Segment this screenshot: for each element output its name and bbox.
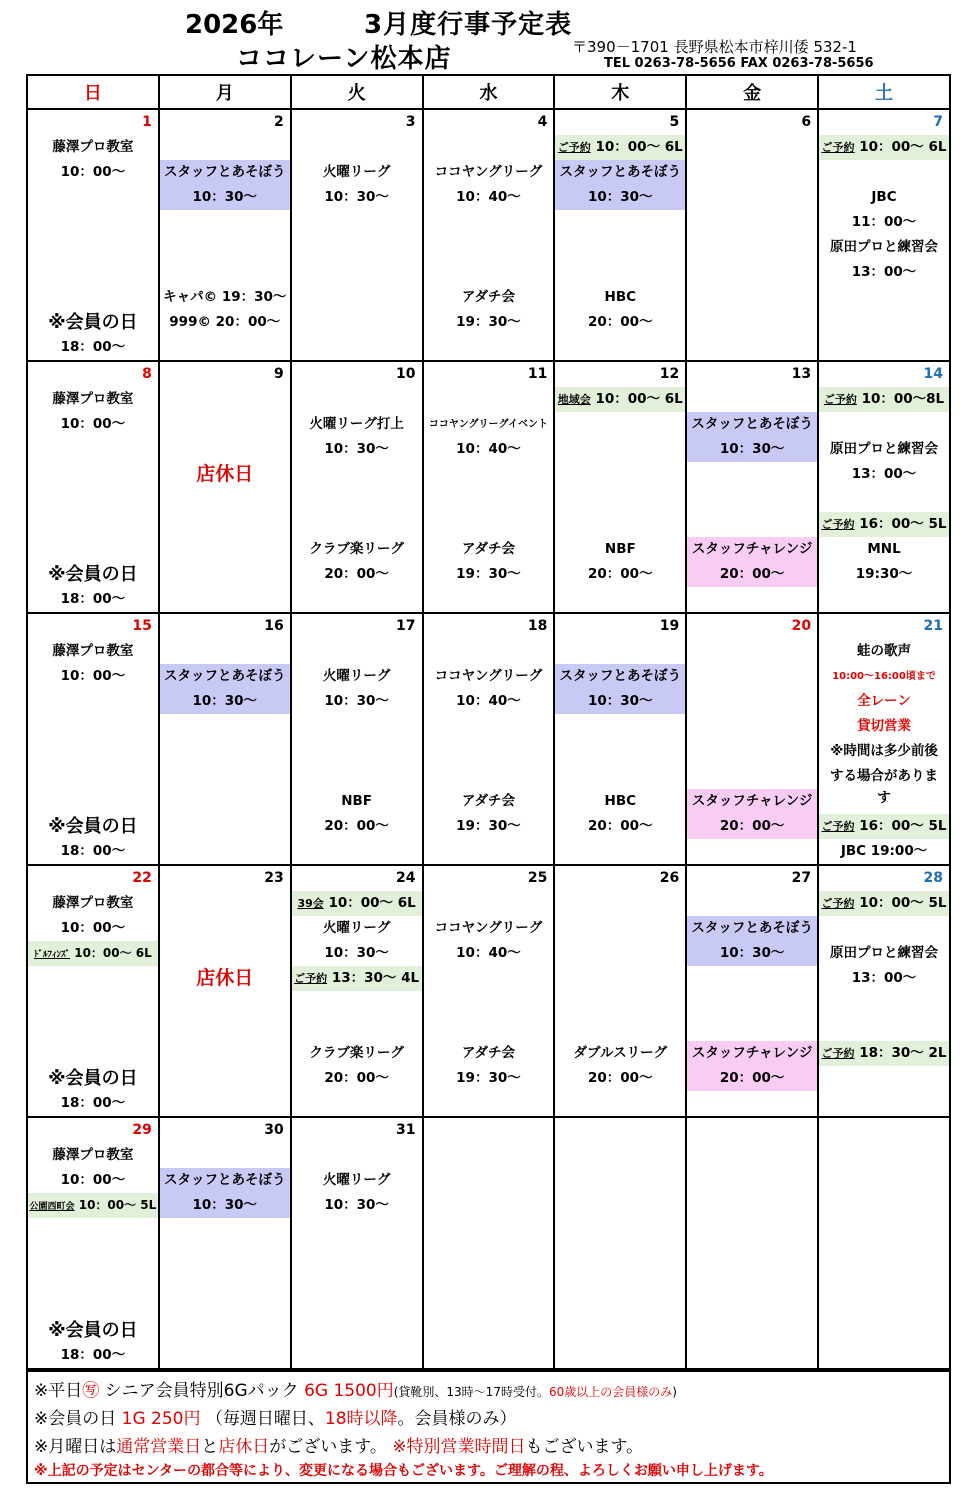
toku-mark: ㊢ [82,1381,100,1401]
reservation-label: 公園西町会 [29,1202,75,1212]
weekday-thu: 木 [554,75,686,109]
event-club-raku: クラブ楽リーグ [309,541,404,557]
event-tue-league: 火曜リーグ [322,668,391,684]
day-number: 11 [527,366,548,382]
weekday-mon: 月 [159,75,291,109]
event-adachi: アダチ会 [461,793,515,809]
note-text: （毎週日曜日、 [205,1409,325,1429]
day-number: 26 [659,870,680,886]
event-time: 10：40～ [456,441,521,457]
day-number: 19 [659,618,680,634]
event-fujisawa: 藤澤プロ教室 [52,1147,134,1163]
event-staff-play: スタッフとあそぼう [160,664,290,689]
event-nbf: NBF [604,541,636,557]
day-cell-22[interactable] [27,865,159,1117]
event-fujisawa: 藤澤プロ教室 [52,139,134,155]
event-time: 10：00～ [60,416,126,432]
event-time: 10：30～ [160,1193,290,1218]
event-fujisawa: 藤澤プロ教室 [52,391,134,407]
reservation-time: 10：00～ 6L [595,391,683,407]
event-kaeru: 蛙の歌声 [857,643,912,659]
event-staff-play: スタッフとあそぼう [160,1168,290,1193]
day-cell-4[interactable] [423,109,555,361]
event-time: 10：30～ [324,1197,389,1213]
store-name: ココレーン松本店 [236,44,452,74]
note-price: 1G 250円 [121,1409,201,1429]
event-reservation [819,891,949,916]
event-nbf: NBF [341,793,373,809]
event-time: 10：00～ [60,920,126,936]
event-time: 20：00～ [588,314,653,330]
event-tue-league: 火曜リーグ [322,164,391,180]
event-time: 10：30～ [555,185,685,210]
event-staff-challenge: スタッフチャレンジ [687,1041,817,1066]
event-caba: キャパ© 19：30～ [163,289,287,305]
event-time: 20：00～ [687,814,817,839]
event-time: 20：00～ [324,566,389,582]
event-time: 20：00～ [588,566,653,582]
event-member-day: ※会員の日 [48,816,138,837]
day-cell-17[interactable] [291,613,423,865]
day-cell-14[interactable] [818,361,950,613]
reservation-time: 10：00～ 6L [74,946,152,960]
day-cell-28[interactable] [818,865,950,1117]
event-reservation [819,814,949,839]
event-reservation [292,966,422,991]
note-text: もございます。 [525,1437,644,1457]
event-adachi: アダチ会 [461,541,515,557]
note-text: シニア会員特別6Gパック [104,1381,299,1401]
store-address: 〒390－1701 長野県松本市梓川倭 532-1 [572,38,857,56]
event-time: 10：40～ [456,189,521,205]
note-text: 店休日 [218,1437,270,1457]
event-tue-league: 火曜リーグ [322,920,391,936]
event-staff-play: スタッフとあそぼう [687,916,817,941]
note-text: (貸靴別、13時～17時受付。 [393,1385,549,1399]
event-reservation [819,1041,949,1066]
day-number: 2 [273,114,284,130]
reservation-label: ﾄﾞﾙﾌｨﾝｽﾞ [34,950,71,960]
weekday-sun: 日 [27,75,159,109]
event-time: 10：40～ [456,693,521,709]
day-cell-21[interactable] [818,613,950,865]
event-time: 20：00～ [324,818,389,834]
day-cell-6[interactable] [686,109,818,361]
event-coco-young: ココヤングリーグ [434,668,543,684]
closed-day-label: 店休日 [196,967,254,989]
note-text: ※平日 [34,1381,83,1401]
event-time: 10:00～16:00頃まで [832,671,936,682]
day-cell-3[interactable] [291,109,423,361]
day-number: 28 [923,870,943,886]
event-tue-league: 火曜リーグ [322,1172,391,1188]
note-monday [34,1432,643,1457]
event-staff-play: スタッフとあそぼう [555,160,685,185]
week-row [27,613,950,865]
day-number: 24 [396,870,416,886]
day-number: 7 [933,114,943,130]
day-cell-5[interactable] [554,109,686,361]
event-member-day: ※会員の日 [48,1068,138,1089]
day-number: 15 [132,618,152,634]
day-number: 13 [791,366,812,382]
event-harada: 原田プロと練習会 [830,441,939,457]
event-time: 20：00～ [324,1070,389,1086]
event-reservation [819,387,949,412]
day-cell-19[interactable] [554,613,686,865]
note-member-day [34,1404,517,1429]
event-time: 18：00～ [60,1347,126,1363]
note-senior-pack [34,1376,677,1401]
event-note: する場合がありま [830,768,939,784]
event-time: 18：00～ [60,591,126,607]
empty-cell [554,1117,686,1369]
day-cell-26[interactable] [554,865,686,1117]
event-reservation [819,512,949,537]
event-time: 10：00～ [60,668,126,684]
event-koen [28,1193,158,1218]
day-number: 14 [923,366,943,382]
event-staff-challenge: スタッフチャレンジ [687,789,817,814]
event-club-raku: クラブ楽リーグ [309,1045,404,1061]
day-number: 6 [801,114,812,130]
day-cell-15[interactable] [27,613,159,865]
day-cell-1[interactable] [27,109,159,361]
day-number: 27 [791,870,812,886]
event-time: 18：00～ [60,339,126,355]
day-cell-31[interactable] [291,1117,423,1369]
weekday-fri: 金 [686,75,818,109]
day-number: 3 [405,114,416,130]
event-note: ※時間は多少前後 [830,743,938,759]
day-cell-29[interactable] [27,1117,159,1369]
event-time: 10：00～ [60,164,126,180]
day-number: 17 [396,618,416,634]
event-hbc: HBC [604,289,637,305]
note-text: がございます。 [269,1437,387,1457]
note-text: ※月曜日は [34,1437,117,1457]
store-phone: TEL 0263-78-5656 FAX 0263-78-5656 [604,56,874,71]
reservation-time: 10：00～ 6L [859,139,947,155]
reservation-time: 13：30～ 4L [331,970,420,986]
note-text: ) [672,1385,677,1399]
event-staff-challenge: スタッフチャレンジ [687,537,817,562]
event-jbc: JBC [871,189,897,205]
footer-notes [26,1370,951,1484]
event-time: 20：00～ [687,1066,817,1091]
event-time: 13：00～ [851,466,917,482]
event-doubles: ダブルスリーグ [573,1045,668,1061]
day-cell-27[interactable] [686,865,818,1117]
event-coco-young-event: ココヤングリーグイベント [428,419,549,430]
week-row [27,361,950,613]
event-staff-play: スタッフとあそぼう [687,412,817,437]
event-time: 10：30～ [160,689,290,714]
empty-cell [686,1117,818,1369]
event-hbc: HBC [604,793,637,809]
week-row [27,865,950,1117]
event-fujisawa: 藤澤プロ教室 [52,895,134,911]
event-coco-young: ココヤングリーグ [434,920,543,936]
day-cell-24[interactable] [291,865,423,1117]
event-39kai [292,891,422,916]
week-row [27,109,950,361]
note-price: 6G 1500円 [304,1381,394,1401]
reservation-label: ご予約 [821,897,855,910]
note-disclaimer: ※上記の予定はセンターの都合等により、変更になる場合もございます。ご理解の程、よろしくお願い申し上げます。 [34,1463,773,1479]
event-harada: 原田プロと練習会 [830,945,939,961]
event-time: 13：00～ [851,264,917,280]
event-time: 20：00～ [687,562,817,587]
reservation-time: 16：00～ 5L [859,818,947,834]
day-number: 18 [527,618,548,634]
event-adachi: アダチ会 [461,289,515,305]
day-number: 30 [264,1122,284,1138]
day-cell-13[interactable] [686,361,818,613]
reservation-label: ご予約 [823,393,857,406]
event-time: 10：40～ [456,945,521,961]
reservation-label: 地域会 [557,393,591,406]
event-time: 19：30～ [456,314,521,330]
reservation-time: 10：00～ 6L [328,895,416,911]
day-cell-25[interactable] [423,865,555,1117]
week-row [27,1117,950,1369]
reservation-label: ご予約 [821,820,855,833]
event-time: 13：00～ [851,970,917,986]
event-time: 18：00～ [60,843,126,859]
note-text: と [201,1437,219,1457]
empty-cell [818,1117,950,1369]
event-all-lanes: 全レーン [857,693,911,709]
calendar-table [26,74,951,1370]
reservation-label: ご予約 [821,1047,855,1060]
reservation-label: ご予約 [294,972,328,985]
day-cell-12[interactable] [554,361,686,613]
event-time: 11：00～ [851,214,917,230]
event-member-day: ※会員の日 [48,1320,138,1341]
day-cell-18[interactable] [423,613,555,865]
event-time: 10：30～ [324,441,389,457]
reservation-time: 10：00～8L [861,391,945,407]
event-time: 10：30～ [160,185,290,210]
empty-cell [423,1117,555,1369]
note-text: 18時以降 [324,1409,398,1429]
day-number: 25 [527,870,548,886]
day-cell-2[interactable] [159,109,291,361]
event-time: 20：00～ [588,818,653,834]
event-time: 10：30～ [324,945,389,961]
day-number: 8 [142,366,152,382]
header-year: 2026年 [185,10,284,40]
note-text: ※会員の日 [34,1409,117,1429]
event-jbc: JBC 19:00～ [840,843,928,859]
page-title: 3月度行事予定表 [364,10,573,40]
day-cell-11[interactable] [423,361,555,613]
reservation-time: 10：00～ 5L [859,895,947,911]
day-cell-7[interactable] [818,109,950,361]
event-adachi: アダチ会 [461,1045,515,1061]
event-chiikikai [555,387,685,412]
day-number: 1 [142,114,152,130]
event-time: 18：00～ [60,1095,126,1111]
event-time: 19:30～ [855,566,913,582]
reservation-time: 10：00～ 5L [78,1198,157,1212]
event-mnl: MNL [867,541,901,557]
note-text: 。会員様のみ） [397,1409,517,1429]
day-cell-30[interactable] [159,1117,291,1369]
day-number: 5 [669,114,680,130]
event-999: 999© 20：00～ [169,314,281,330]
event-time: 20：00～ [588,1070,653,1086]
day-cell-20[interactable] [686,613,818,865]
event-time: 10：30～ [324,693,389,709]
event-harada: 原田プロと練習会 [830,239,939,255]
day-cell-16[interactable] [159,613,291,865]
event-time: 19：30～ [456,818,521,834]
event-time: 19：30～ [456,1070,521,1086]
weekday-sat: 土 [818,75,950,109]
event-staff-play: スタッフとあそぼう [555,664,685,689]
day-cell-23[interactable] [159,865,291,1117]
day-number: 21 [923,618,943,634]
reservation-label: ご予約 [821,141,855,154]
event-time: 10：00～ [60,1172,126,1188]
note-text: ※特別営業時間日 [392,1437,526,1457]
event-time: 19：30～ [456,566,521,582]
event-time: 10：30～ [687,437,817,462]
event-time: 10：30～ [324,189,389,205]
day-number: 29 [132,1122,152,1138]
weekday-wed: 水 [423,75,555,109]
reservation-label: 39会 [297,897,324,910]
reservation-time: 10：00～ 6L [595,139,683,155]
closed-day-label: 店休日 [196,463,254,485]
reservation-label: ご予約 [557,141,591,154]
day-number: 23 [264,870,284,886]
day-number: 10 [396,366,416,382]
event-reservation [555,135,685,160]
reservation-label: ご予約 [821,518,855,531]
day-number: 20 [791,618,812,634]
event-dolphins [28,941,158,966]
note-text: 60歳以上の会員様のみ [548,1385,673,1399]
reservation-time: 18：30～ 2L [859,1045,947,1061]
event-staff-play: スタッフとあそぼう [160,160,290,185]
event-coco-young: ココヤングリーグ [434,164,543,180]
event-reservation [819,135,949,160]
event-member-day: ※会員の日 [48,312,138,333]
day-cell-9[interactable] [159,361,291,613]
day-cell-10[interactable] [291,361,423,613]
note-text: 通常営業日 [116,1437,202,1457]
event-fujisawa: 藤澤プロ教室 [52,643,134,659]
day-number: 16 [264,618,284,634]
event-note: す [877,790,891,806]
event-time: 10：30～ [555,689,685,714]
weekday-tue: 火 [291,75,423,109]
day-number: 31 [396,1122,416,1138]
day-cell-8[interactable] [27,361,159,613]
event-time: 10：30～ [687,941,817,966]
event-member-day: ※会員の日 [48,564,138,585]
day-number: 22 [132,870,152,886]
event-private: 貸切営業 [857,718,912,734]
event-tue-league-party: 火曜リーグ打上 [309,416,404,432]
day-number: 12 [659,366,680,382]
reservation-time: 16：00～ 5L [859,516,947,532]
weekday-header-row [27,75,950,109]
day-number: 9 [273,366,284,382]
day-number: 4 [537,114,548,130]
